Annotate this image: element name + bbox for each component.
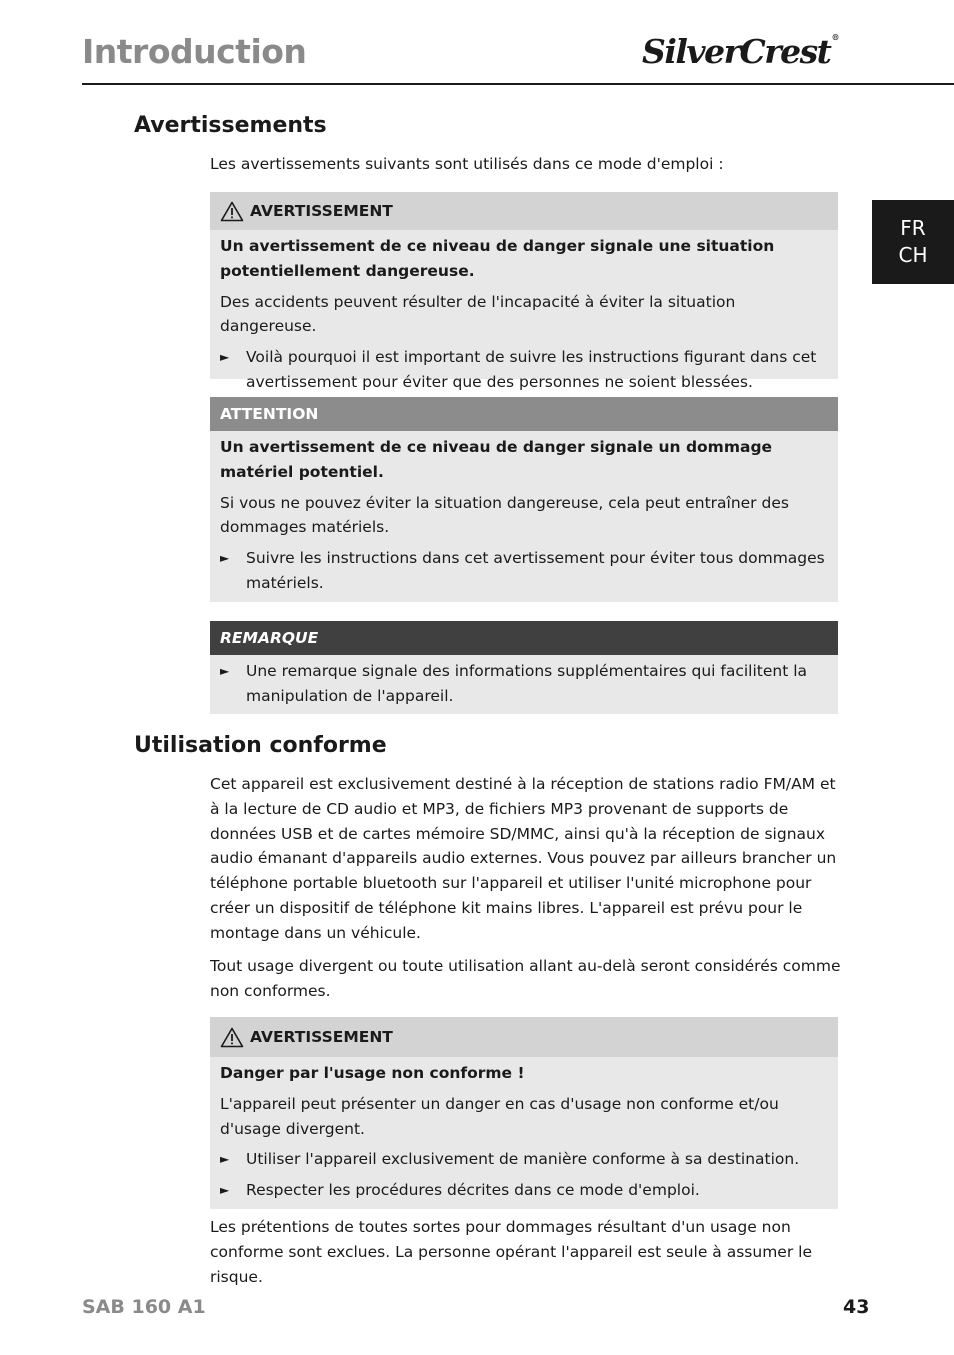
warning-box-2-text: L'appareil peut présenter un danger en cas d'usage non conforme et/ou d'usage divergent.	[220, 1094, 779, 1138]
section2-paragraph-3: Les prétentions de toutes sortes pour dommages résultant d'un usage non conforme sont exclues. La personne opérant l'appareil est seule à assumer le risque.	[210, 1218, 812, 1286]
warning-box-bold: Un avertissement de ce niveau de danger signale une situation potentiellement dangereuse.	[220, 237, 775, 280]
attention-box-text: Si vous ne pouvez éviter la situation dangereuse, cela peut entraîner des dommages matériels.	[220, 493, 789, 537]
warning-box-text: Des accidents peuvent résulter de l'incapacité à éviter la situation dangereuse.	[220, 292, 736, 336]
triangle-right-icon: ►	[220, 1183, 230, 1198]
warning-box-2-bullet-2	[220, 1178, 828, 1203]
page-title: Introduction	[82, 32, 307, 71]
warning-box-2	[210, 1017, 838, 1209]
remark-box-bullet-text: Une remarque signale des informations supplémentaires qui facilitent la manipulation de l'appareil.	[246, 662, 808, 705]
triangle-right-icon: ►	[220, 350, 230, 365]
remark-box-header	[210, 621, 838, 655]
attention-box-header	[210, 397, 838, 431]
attention-box	[210, 397, 838, 602]
section-intro: Les avertissements suivants sont utilisés dans ce mode d'emploi :	[210, 155, 724, 173]
warning-triangle-icon	[220, 201, 244, 222]
attention-box-bullet	[220, 546, 828, 596]
warning-box-2-bold: Danger par l'usage non conforme !	[220, 1064, 525, 1082]
brand-logo	[642, 32, 839, 71]
warning-box-2-label: AVERTISSEMENT	[250, 1028, 393, 1046]
page-number: 43	[843, 1296, 870, 1318]
warning-triangle-icon	[220, 1027, 244, 1048]
header-divider	[82, 83, 954, 85]
warning-box-2-bullet-1	[220, 1147, 828, 1172]
attention-box-body	[210, 431, 838, 608]
warning-box-header	[210, 192, 838, 230]
attention-box-label: ATTENTION	[220, 405, 319, 423]
remark-box	[210, 621, 838, 714]
section2-paragraph-1: Cet appareil est exclusivement destiné à la réception de stations radio FM/AM et à la lecture de CD audio et MP3, de fichiers MP3 provenant de supports de données USB et de cartes mémoire SD/MMC, ainsi qu'à la réception de signaux audio émanant d'appareils audio externes. Vous pouvez par ailleurs brancher un téléphone portable bluetooth sur l'appareil et utiliser l'unité microphone pour créer un dispositif de téléphone kit mains libres. L'appareil est prévu pour le montage dans un véhicule.	[210, 775, 837, 942]
language-tab-line2: CH	[898, 243, 928, 267]
triangle-right-icon: ►	[220, 551, 230, 566]
section2-paragraph-2: Tout usage divergent ou toute utilisation allant au-delà seront considérés comme non conformes.	[210, 957, 841, 1000]
section-heading-avertissements: Avertissements	[134, 113, 327, 138]
triangle-right-icon: ►	[220, 664, 230, 678]
warning-box-2-header	[210, 1017, 838, 1057]
language-tab-line1: FR	[900, 216, 926, 240]
triangle-right-icon: ►	[220, 1152, 230, 1167]
remark-box-label: REMARQUE	[220, 629, 319, 647]
warning-box-body	[210, 230, 838, 407]
remark-box-body	[210, 655, 838, 721]
warning-box-bullet	[220, 345, 828, 395]
warning-box-2-body	[210, 1057, 838, 1215]
warning-box-2-bullet-2-text: Respecter les procédures décrites dans ce mode d'emploi.	[246, 1181, 700, 1200]
warning-box	[210, 192, 838, 391]
remark-box-bullet	[220, 659, 828, 709]
section-heading-utilisation-conforme: Utilisation conforme	[134, 733, 387, 758]
brand-logo-text: SilverCrest	[642, 32, 831, 71]
footer-model-number: SAB 160 A1	[82, 1296, 206, 1318]
attention-box-bullet-text: Suivre les instructions dans cet avertissement pour éviter tous dommages matériels.	[246, 549, 825, 592]
warning-box-2-bullet-1-text: Utiliser l'appareil exclusivement de manière conforme à sa destination.	[246, 1150, 800, 1169]
warning-box-bullet-text: Voilà pourquoi il est important de suivre les instructions figurant dans cet avertissement pour éviter que des personnes ne soient blessées.	[246, 348, 817, 391]
language-tab	[872, 200, 954, 284]
warning-box-label: AVERTISSEMENT	[250, 202, 393, 220]
attention-box-bold: Un avertissement de ce niveau de danger signale un dommage matériel potentiel.	[220, 438, 773, 481]
brand-registered-mark: ®	[831, 32, 840, 42]
